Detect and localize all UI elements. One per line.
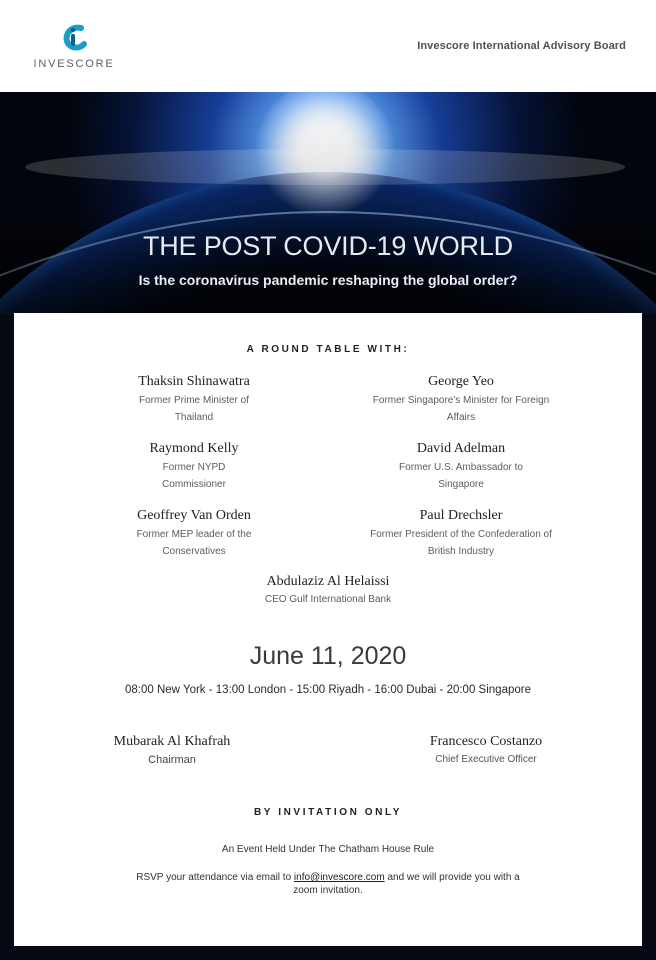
event-date: June 11, 2020 [249, 642, 407, 670]
invescore-logo-icon [61, 22, 89, 52]
speaker-role: Former MEP leader of the Conservatives [136, 529, 252, 557]
speaker-name: Thaksin Shinawatra [138, 374, 250, 389]
invescore-logo [24, 22, 124, 74]
speaker-name: Paul Drechsler [419, 508, 503, 523]
hero-title: THE POST COVID-19 WORLD [143, 231, 513, 261]
speaker-geoffrey-van-orden [84, 508, 304, 560]
speaker-thaksin-shinawatra [84, 374, 304, 426]
speaker-role: Former NYPD Commissioner [162, 462, 226, 490]
event-times: 08:00 New York - 13:00 London - 15:00 Riyadh - 16:00 Dubai - 20:00 Singapore [125, 684, 531, 696]
hero-subtitle: Is the coronavirus pandemic reshaping the global order? [138, 272, 518, 288]
speaker-role: Former President of the Confederation of British Industry [370, 529, 552, 557]
speaker-name: David Adelman [416, 441, 506, 456]
speaker-name: Raymond Kelly [149, 441, 239, 456]
hero-banner [0, 92, 656, 314]
speaker-name: Abdulaziz Al Helaissi [266, 574, 390, 589]
round-table-label: A ROUND TABLE WITH: [246, 344, 410, 355]
chatham-house-note: An Event Held Under The Chatham House Rule [221, 844, 435, 855]
speaker-name: Geoffrey Van Orden [137, 508, 251, 523]
rsvp-text [134, 871, 522, 897]
speaker-role: Former Singapore's Minister for Foreign Affairs [372, 395, 550, 423]
rsvp-text-start: RSVP your attendance via email to [136, 872, 294, 883]
speaker-abdulaziz-al-helaissi [208, 574, 448, 608]
speaker-raymond-kelly [84, 441, 304, 493]
brand-name: INVESCORE [33, 58, 115, 70]
speaker-role: Former U.S. Ambassador to Singapore [399, 462, 523, 490]
host-name: Mubarak Al Khafrah [113, 734, 231, 749]
header [0, 0, 656, 92]
rsvp-email-link[interactable]: info@invescore.com [293, 872, 385, 883]
speaker-name: George Yeo [428, 374, 494, 389]
speaker-george-yeo [351, 374, 571, 426]
host-ceo [376, 734, 596, 765]
speaker-david-adelman [351, 441, 571, 493]
speaker-role: CEO Gulf International Bank [264, 594, 392, 605]
rsvp-text-end: and we will provide you with a zoom invitation. [293, 872, 520, 896]
host-title: Chairman [148, 754, 196, 766]
speaker-role: Former Prime Minister of Thailand [138, 395, 249, 423]
host-name: Francesco Costanzo [429, 734, 543, 749]
invitation-only-label: BY INVITATION ONLY [253, 807, 403, 818]
speaker-paul-drechsler [351, 508, 571, 560]
host-chairman [62, 734, 282, 766]
board-title: Invescore International Advisory Board [417, 40, 626, 52]
host-title: Chief Executive Officer [435, 754, 537, 765]
invitation-card [14, 313, 642, 946]
